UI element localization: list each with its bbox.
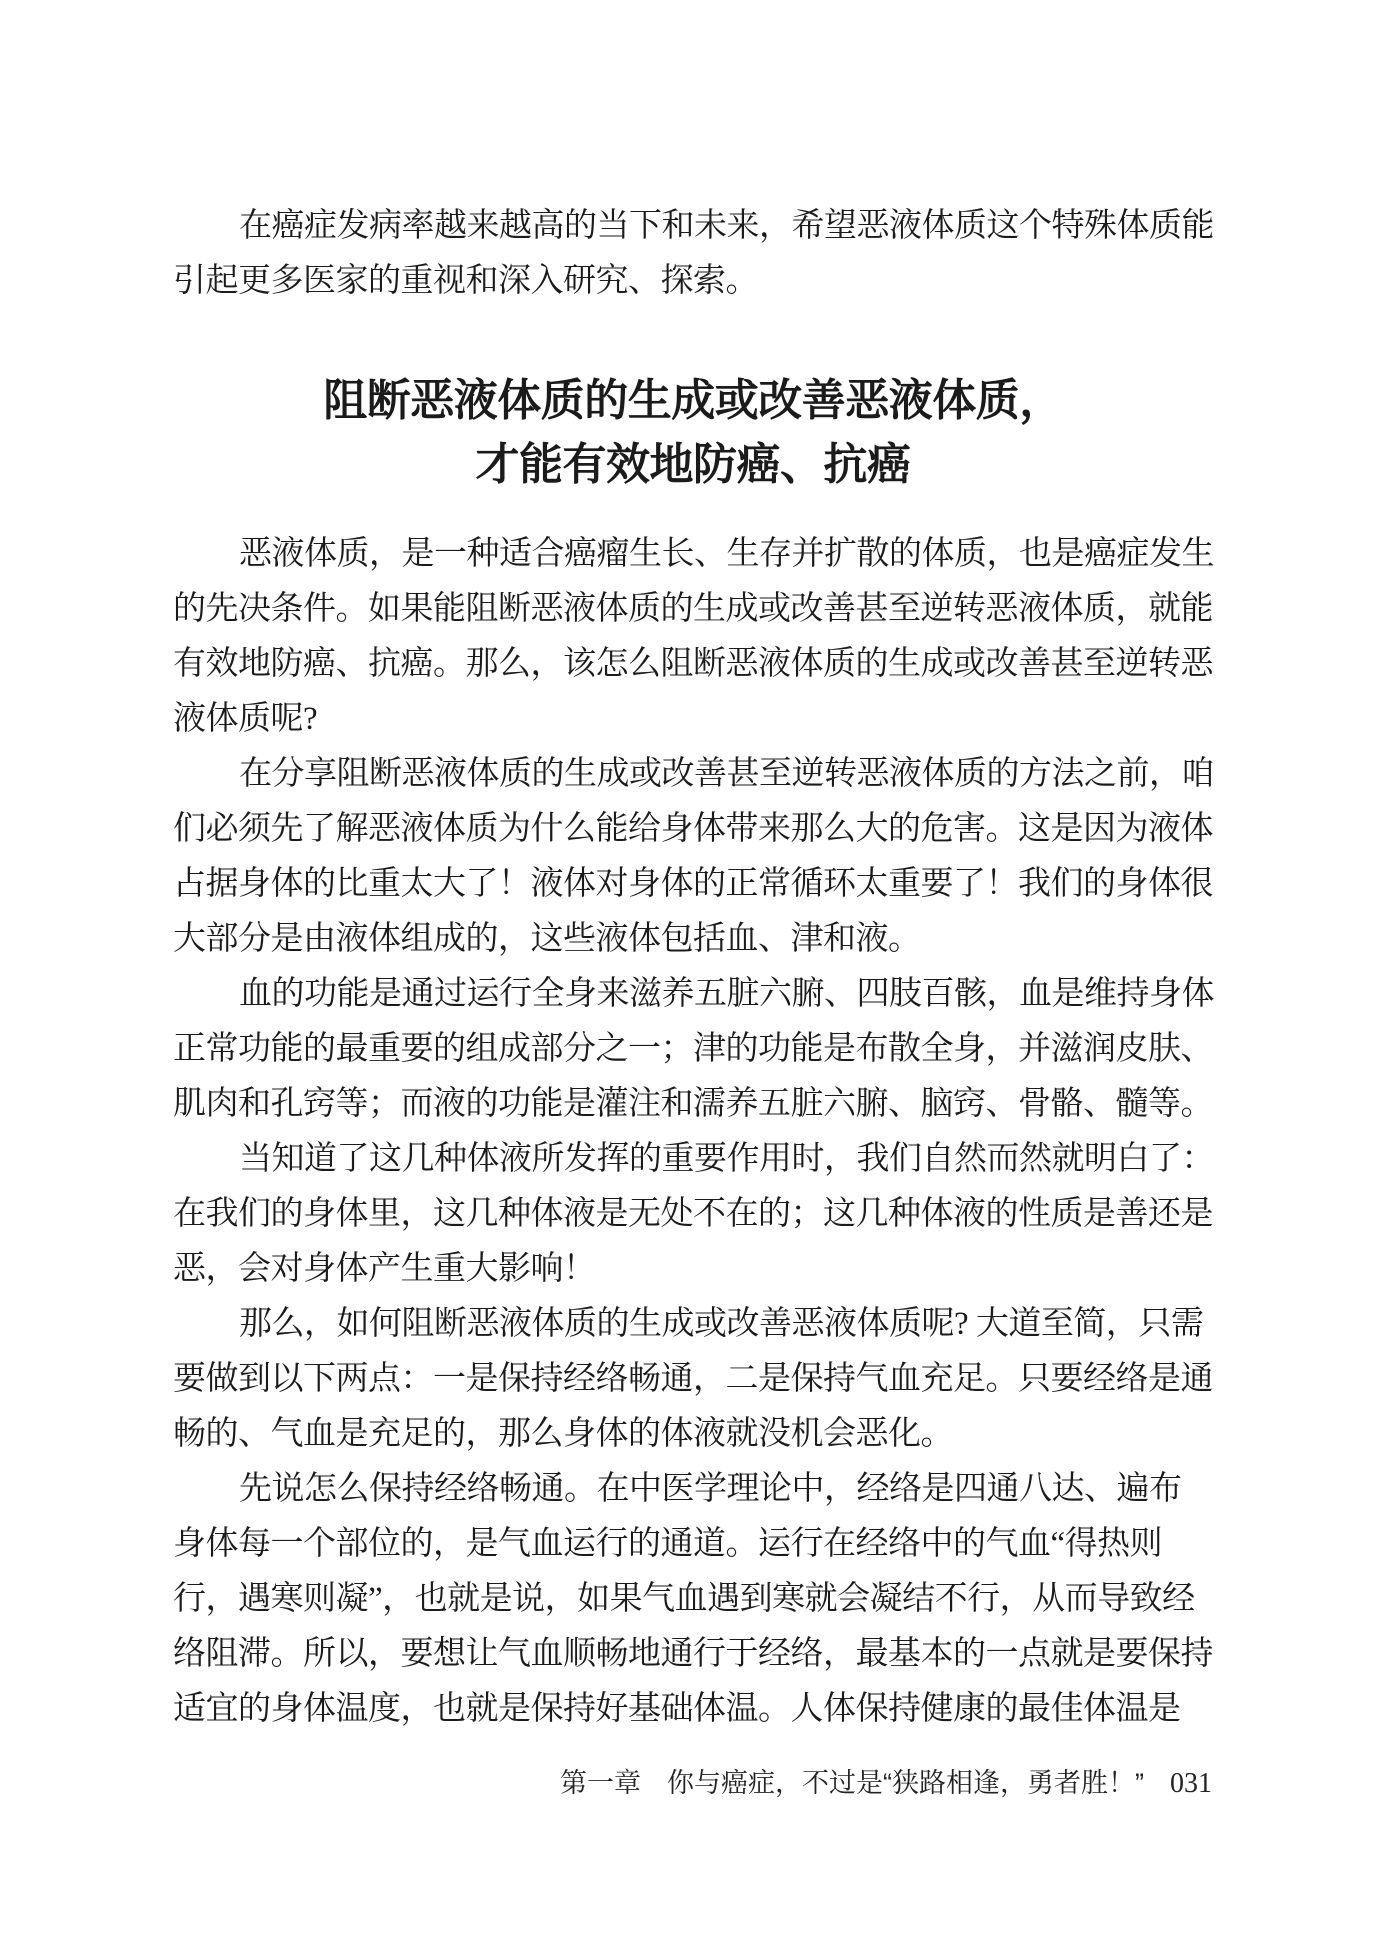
text-line: 们必须先了解恶液体质为什么能给身体带来那么大的危害。这是因为液体 [173, 811, 1213, 847]
section-heading [0, 369, 1386, 497]
text-line: 血的功能是通过运行全身来滋养五脏六腑、四肢百骸，血是维持身体 [239, 976, 1214, 1012]
text-line: 在我们的身体里，这几种体液是无处不在的；这几种体液的性质是善还是 [173, 1196, 1213, 1232]
text-line: 那么，如何阻断恶液体质的生成或改善恶液体质呢? 大道至简，只需 [239, 1306, 1204, 1342]
text-line: 在癌症发病率越来越高的当下和未来，希望恶液体质这个特殊体质能 [239, 208, 1214, 244]
text-line: 占据身体的比重太大了！液体对身体的正常循环太重要了！我们的身体很 [173, 866, 1213, 902]
text-line: 行，遇寒则凝”，也就是说，如果气血遇到寒就会凝结不行，从而导致经 [173, 1581, 1195, 1617]
text-line: 当知道了这几种体液所发挥的重要作用时，我们自然而然就明白了： [239, 1141, 1214, 1177]
text-line: 大部分是由液体组成的，这些液体包括血、津和液。 [173, 921, 921, 957]
text-line: 适宜的身体温度，也就是保持好基础体温。人体保持健康的最佳体温是 [173, 1691, 1181, 1727]
text-line: 液体质呢? [173, 701, 318, 737]
page-number: 031 [1170, 1768, 1212, 1799]
paragraph [173, 1297, 1218, 1462]
text-line: 要做到以下两点：一是保持经络畅通，二是保持气血充足。只要经络是通 [173, 1361, 1213, 1397]
text-line: 络阻滞。所以，要想让气血顺畅地通行于经络，最基本的一点就是要保持 [173, 1636, 1213, 1672]
text-line: 恶液体质，是一种适合癌瘤生长、生存并扩散的体质，也是癌症发生 [239, 536, 1214, 572]
text-line: 肌肉和孔窍等；而液的功能是灌注和濡养五脏六腑、脑窍、骨骼、髓等。 [173, 1086, 1213, 1122]
paragraph [173, 1462, 1218, 1737]
heading-line: 阻断恶液体质的生成或改善恶液体质， [323, 376, 1063, 425]
paragraph [173, 747, 1218, 967]
text-line: 先说怎么保持经络畅通。在中医学理论中，经络是四通八达、遍布 [239, 1471, 1182, 1507]
chapter-label: 第一章 [560, 1768, 642, 1798]
text-line: 在分享阻断恶液体质的生成或改善甚至逆转恶液体质的方法之前，咱 [239, 756, 1214, 792]
paragraph [173, 967, 1218, 1132]
text-line: 正常功能的最重要的组成部分之一；津的功能是布散全身，并滋润皮肤、 [173, 1031, 1213, 1067]
page-footer [560, 1766, 1212, 1801]
heading-line: 才能有效地防癌、抗癌 [475, 440, 911, 489]
text-line: 有效地防癌、抗癌。那么，该怎么阻断恶液体质的生成或改善甚至逆转恶 [173, 646, 1213, 682]
text-line: 恶，会对身体产生重大影响！ [173, 1251, 596, 1287]
text-line: 的先决条件。如果能阻断恶液体质的生成或改善甚至逆转恶液体质，就能 [173, 591, 1213, 627]
paragraph [173, 1132, 1218, 1297]
intro-paragraph [173, 199, 1218, 309]
text-line: 畅的、气血是充足的，那么身体的体液就没机会恶化。 [173, 1416, 953, 1452]
text-line: 身体每一个部位的，是气血运行的通道。运行在经络中的气血“得热则 [173, 1526, 1163, 1562]
paragraph [173, 527, 1218, 747]
chapter-title: 你与癌症，不过是“狭路相逢，勇者胜！” [667, 1768, 1144, 1798]
body-text [173, 527, 1218, 1737]
text-line: 引起更多医家的重视和深入研究、探索。 [173, 263, 758, 299]
